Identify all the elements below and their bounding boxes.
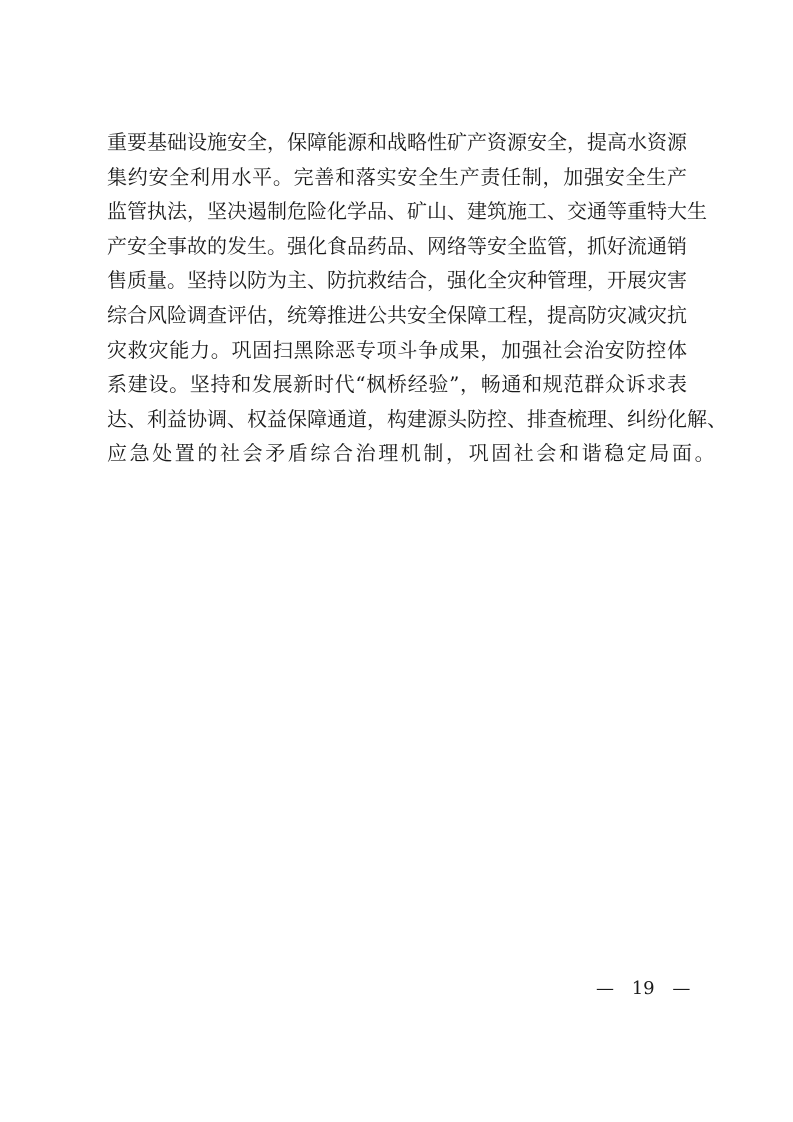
footer-dash-right: —: [672, 978, 691, 999]
body-line: 集约安全利用水平。完善和落实安全生产责任制，加强安全生产: [107, 164, 687, 189]
body-line: 监管执法，坚决遏制危险化学品、矿山、建筑施工、交通等重特大生: [107, 199, 707, 224]
body-line: 售质量。坚持以防为主、防抗救结合，强化全灾种管理，开展灾害: [107, 268, 687, 293]
body-text: [107, 125, 727, 471]
body-line: 系建设。坚持和发展新时代“枫桥经验”，畅通和规范群众诉求表: [107, 372, 687, 397]
body-line: 重要基础设施安全，保障能源和战略性矿产资源安全，提高水资源: [107, 130, 687, 154]
body-line: 综合风险调查评估，统筹推进公共安全保障工程，提高防灾减灾抗: [107, 302, 687, 327]
body-line: 灾救灾能力。巩固扫黑除恶专项斗争成果，加强社会治安防控体: [107, 337, 687, 362]
page-number: 19: [631, 978, 655, 999]
page-footer: [596, 977, 690, 1001]
body-line: 产安全事故的发生。强化食品药品、网络等安全监管，抓好流通销: [107, 233, 687, 258]
body-line: 达、利益协调、权益保障通道，构建源头防控、排查梳理、纠纷化解、: [107, 406, 727, 431]
footer-dash-left: —: [596, 978, 614, 999]
body-line: 应急处置的社会矛盾综合治理机制，巩固社会和谐稳定局面。: [107, 441, 718, 466]
